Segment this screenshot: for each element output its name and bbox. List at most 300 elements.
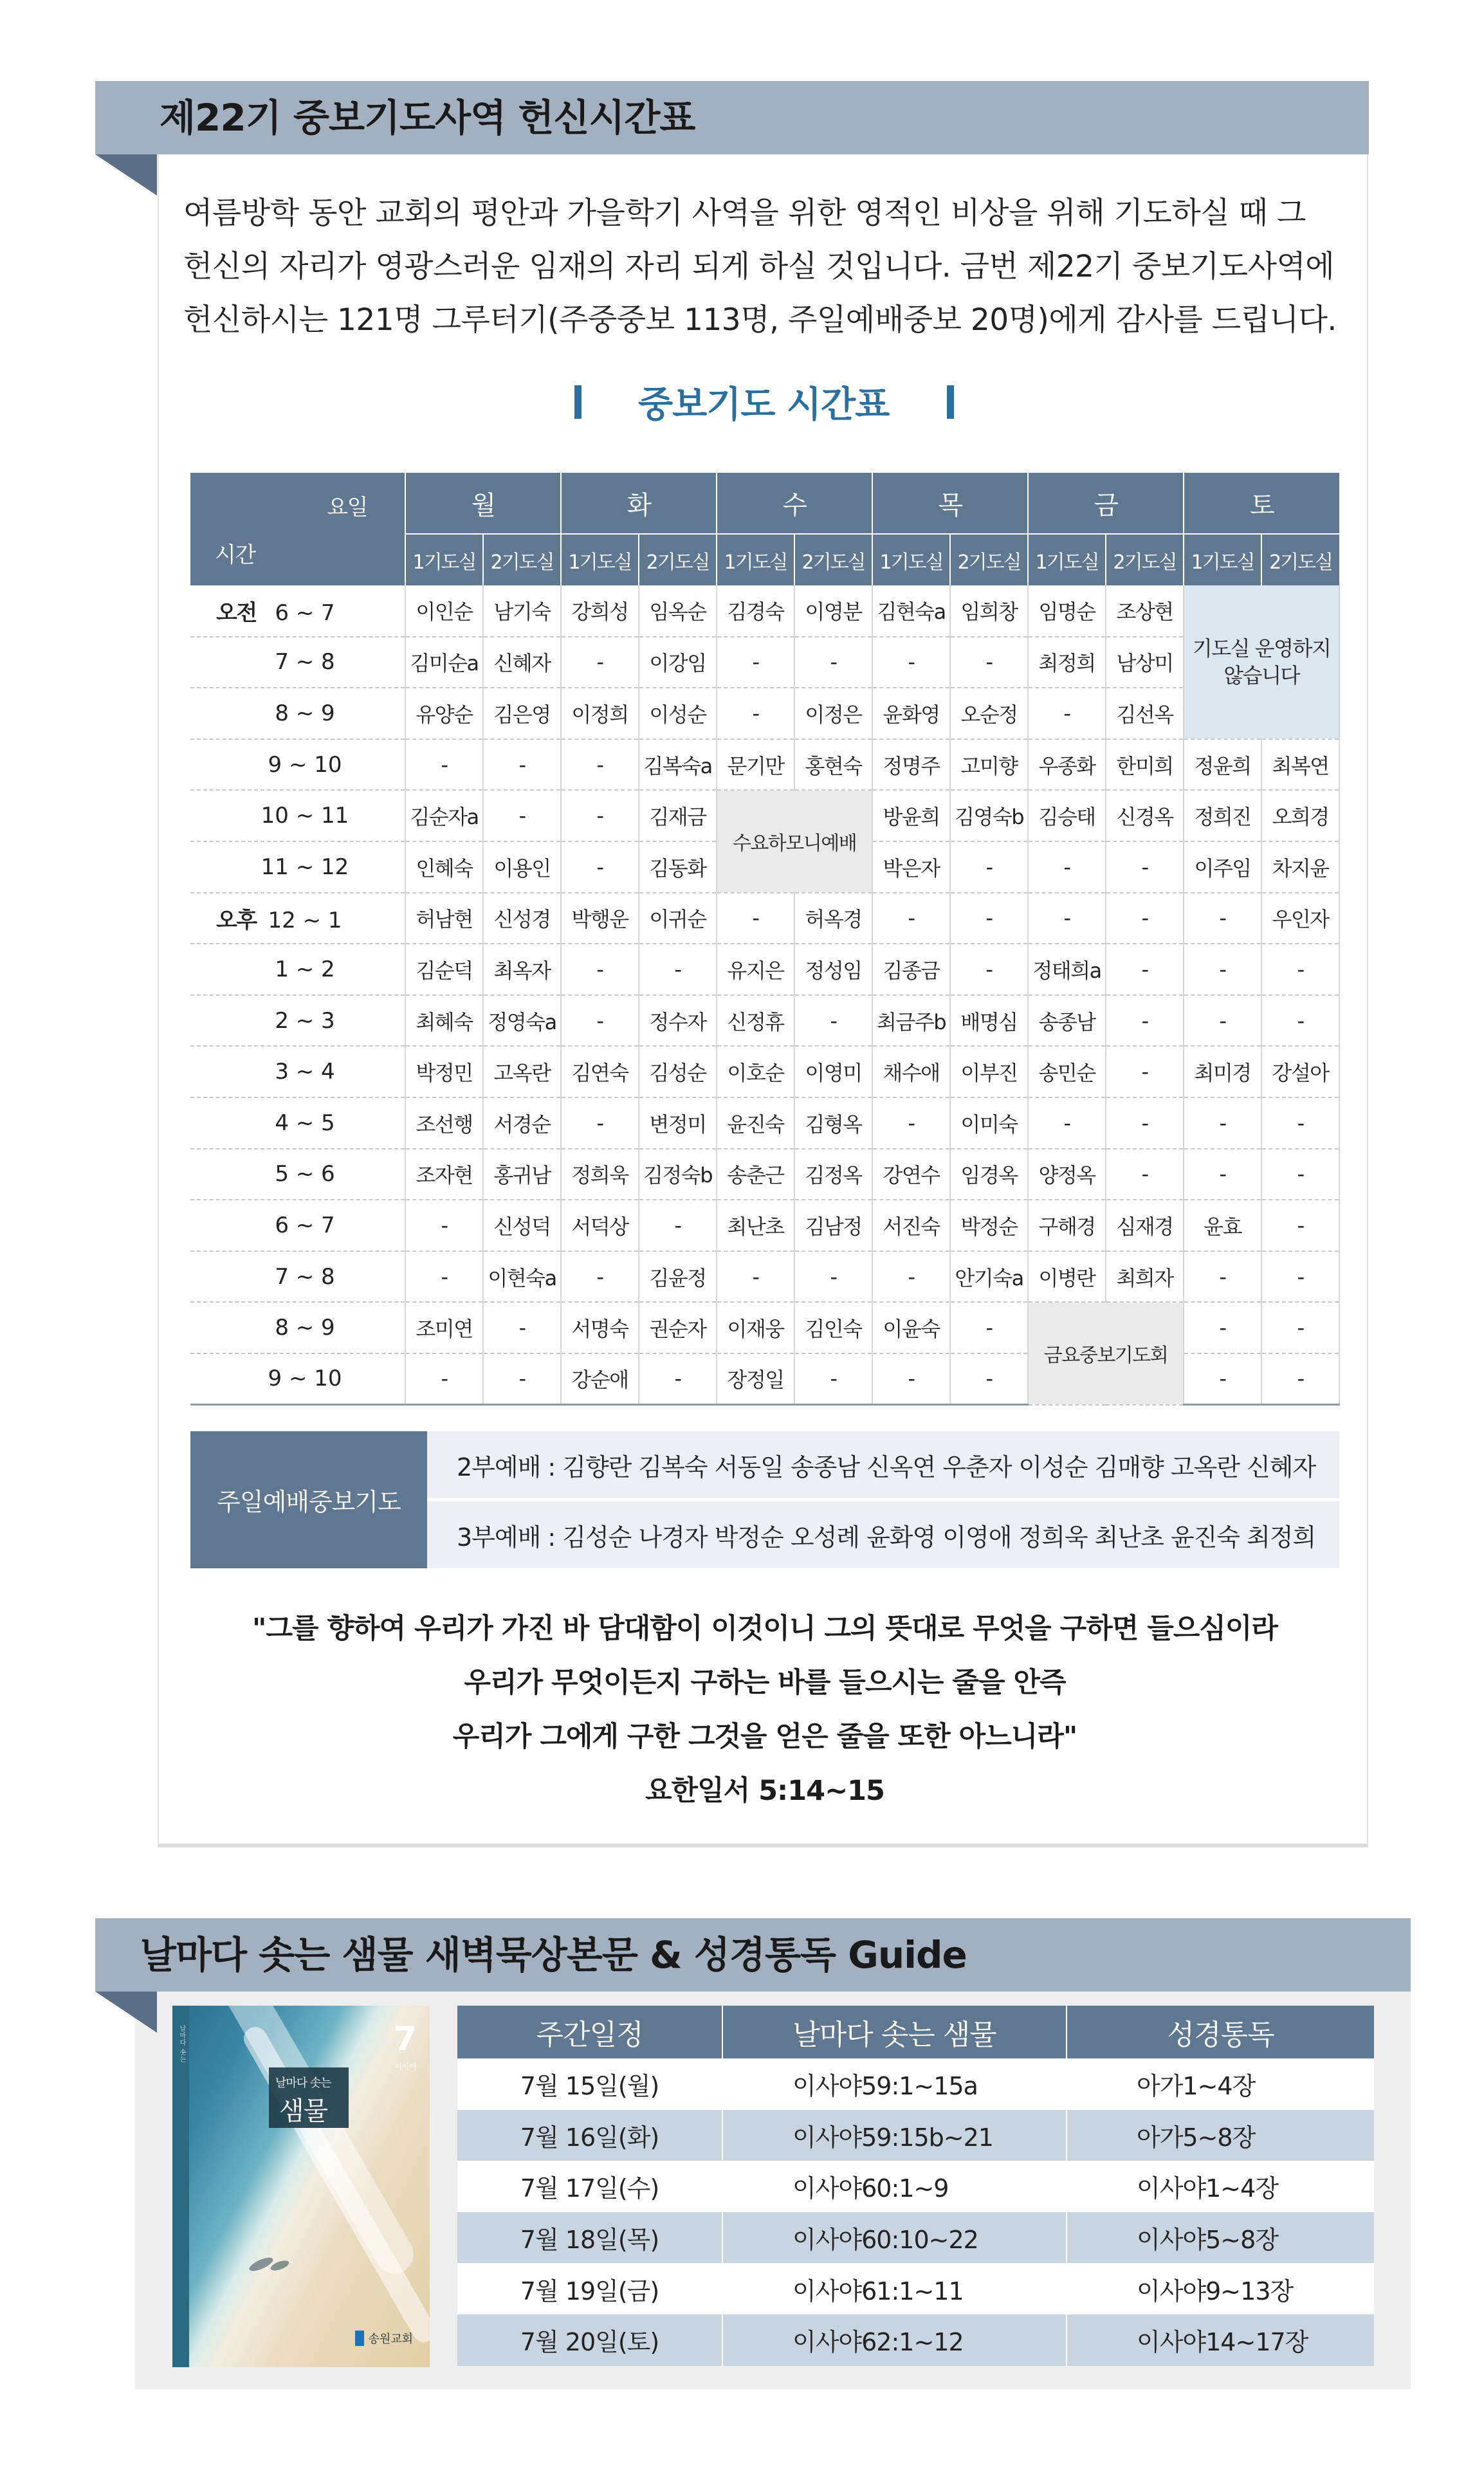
schedule-cell: 이성순 — [639, 688, 717, 739]
schedule-cell: 서명숙 — [561, 1302, 639, 1353]
time-cell — [190, 893, 405, 944]
reading-guide-table — [457, 2006, 1374, 2366]
schedule-cell: - — [561, 790, 639, 841]
schedule-cell: - — [483, 1353, 561, 1405]
time-cell — [190, 1251, 405, 1303]
schedule-cell: 신혜자 — [483, 637, 561, 688]
schedule-row — [190, 637, 1339, 688]
schedule-cell: 최미경 — [1184, 1046, 1261, 1097]
schedule-cell: - — [794, 1353, 872, 1405]
schedule-cell: - — [872, 893, 950, 944]
schedule-cell: 인혜숙 — [405, 841, 483, 893]
schedule-cell: - — [1106, 893, 1184, 944]
schedule-cell: 김승태 — [1028, 790, 1106, 841]
room-header: 2기도실 — [1106, 534, 1184, 585]
schedule-cell: 이영분 — [794, 585, 872, 637]
schedule-row — [190, 1149, 1339, 1200]
saturday-closed-note: 기도실 운영하지 않습니다 — [1184, 585, 1339, 739]
schedule-cell: - — [950, 1353, 1028, 1405]
schedule-cell: 윤효 — [1184, 1200, 1261, 1251]
schedule-cell: - — [561, 841, 639, 893]
guide-header: 날마다 솟는 샘물 — [722, 2006, 1067, 2058]
schedule-cell: 김영숙b — [950, 790, 1028, 841]
schedule-cell: 이주임 — [1184, 841, 1261, 893]
room-header: 2기도실 — [794, 534, 872, 585]
guide-date: 7월 18일(목) — [457, 2212, 722, 2264]
schedule-cell: - — [1261, 1302, 1339, 1353]
schedule-cell: 이정희 — [561, 688, 639, 739]
time-cell — [190, 1353, 405, 1405]
schedule-cell: 정희욱 — [561, 1149, 639, 1200]
schedule-cell: 방윤희 — [872, 790, 950, 841]
schedule-cell: 김정옥 — [794, 1149, 872, 1200]
schedule-cell: 이영미 — [794, 1046, 872, 1097]
day-header: 목 — [872, 473, 1028, 534]
day-axis-label: 요일 — [327, 495, 367, 520]
guide-reading: 아가5~8장 — [1067, 2110, 1374, 2161]
schedule-cell: - — [405, 1251, 483, 1303]
schedule-cell: 이윤숙 — [872, 1302, 950, 1353]
time-range: 6 ~ 7 — [275, 1212, 335, 1238]
guide-reading: 이사야9~13장 — [1067, 2263, 1374, 2314]
wednesday-service-cell: 수요하모니예배 — [717, 790, 872, 892]
schedule-cell: 임경옥 — [950, 1149, 1028, 1200]
intro-text — [183, 187, 1354, 347]
schedule-cell: 강순애 — [561, 1353, 639, 1405]
schedule-cell: 김순자a — [405, 790, 483, 841]
schedule-cell: - — [639, 1200, 717, 1251]
schedule-cell: 안기숙a — [950, 1251, 1028, 1303]
guide-devotional: 이사야59:1~15a — [722, 2058, 1067, 2110]
schedule-cell: 우인자 — [1261, 893, 1339, 944]
guide-row — [457, 2161, 1374, 2212]
time-range: 1 ~ 2 — [275, 956, 335, 982]
schedule-cell: 김재금 — [639, 790, 717, 841]
schedule-cell: 조자현 — [405, 1149, 483, 1200]
time-cell — [190, 688, 405, 739]
sunday-service-3: 3부예배 : 김성순 나경자 박정순 오성례 윤화영 이영애 정희욱 최난초 윤진숙 최정희 — [427, 1501, 1339, 1568]
pm-label: 오후 — [216, 907, 257, 933]
schedule-cell: 최난초 — [717, 1200, 794, 1251]
schedule-cell: 조선행 — [405, 1097, 483, 1149]
schedule-cell: 정수자 — [639, 995, 717, 1047]
schedule-cell: 김은영 — [483, 688, 561, 739]
time-range: 9 ~ 10 — [268, 751, 342, 778]
church-logo-text: 송원교회 — [368, 2332, 413, 2346]
schedule-cell: - — [405, 1200, 483, 1251]
schedule-cell: 남상미 — [1106, 637, 1184, 688]
room-header: 1기도실 — [1184, 534, 1261, 585]
schedule-cell: - — [1106, 1149, 1184, 1200]
church-logo-icon — [355, 2331, 364, 2346]
cover-month: 7 — [393, 2020, 417, 2058]
day-header: 금 — [1028, 473, 1184, 534]
schedule-cell: 구해경 — [1028, 1200, 1106, 1251]
banner-fold — [95, 154, 157, 196]
guide-row — [457, 2263, 1374, 2314]
schedule-cell: 임명순 — [1028, 585, 1106, 637]
schedule-cell: - — [561, 1251, 639, 1303]
section1-title: 제22기 중보기도사역 헌신시간표 — [160, 96, 695, 140]
schedule-row — [190, 1302, 1339, 1353]
schedule-cell: 정태희a — [1028, 944, 1106, 995]
friday-meeting-cell: 금요중보기도회 — [1028, 1302, 1184, 1404]
time-cell — [190, 739, 405, 791]
schedule-cell: - — [1184, 944, 1261, 995]
schedule-cell: 박행운 — [561, 893, 639, 944]
schedule-cell: - — [872, 637, 950, 688]
time-cell — [190, 790, 405, 841]
schedule-row — [190, 1046, 1339, 1097]
schedule-cell: - — [483, 739, 561, 791]
schedule-cell: 채수애 — [872, 1046, 950, 1097]
schedule-cell: - — [950, 637, 1028, 688]
sunday-prayer-rows — [427, 1431, 1339, 1568]
schedule-cell: - — [561, 739, 639, 791]
schedule-cell: 이현숙a — [483, 1251, 561, 1303]
schedule-cell: 윤화영 — [872, 688, 950, 739]
schedule-cell: 이재웅 — [717, 1302, 794, 1353]
schedule-cell: 신정휴 — [717, 995, 794, 1047]
schedule-cell: 신성경 — [483, 893, 561, 944]
schedule-cell: 김순덕 — [405, 944, 483, 995]
schedule-cell: - — [405, 1353, 483, 1405]
schedule-cell: - — [1106, 1046, 1184, 1097]
sunday-service-2: 2부예배 : 김향란 김복숙 서동일 송종남 신옥연 우춘자 이성순 김매향 고옥란 신혜자 — [427, 1431, 1339, 1501]
schedule-cell: 최혜숙 — [405, 995, 483, 1047]
schedule-cell: 변정미 — [639, 1097, 717, 1149]
schedule-cell: - — [1106, 995, 1184, 1047]
devotional-cover-image — [172, 2006, 430, 2367]
room-header: 1기도실 — [717, 534, 794, 585]
schedule-cell: 허남현 — [405, 893, 483, 944]
schedule-cell: - — [405, 739, 483, 791]
schedule-cell: - — [717, 637, 794, 688]
schedule-cell: 최옥자 — [483, 944, 561, 995]
schedule-cell: - — [717, 688, 794, 739]
schedule-cell: - — [1261, 1097, 1339, 1149]
guide-date: 7월 17일(수) — [457, 2161, 722, 2212]
schedule-cell: 한미희 — [1106, 739, 1184, 791]
schedule-cell: - — [1261, 1200, 1339, 1251]
schedule-cell: - — [717, 893, 794, 944]
schedule-cell: 송종남 — [1028, 995, 1106, 1047]
schedule-cell: - — [561, 944, 639, 995]
schedule-cell: 박은자 — [872, 841, 950, 893]
schedule-cell: 이미숙 — [950, 1097, 1028, 1149]
verse-line: "그를 향하여 우리가 가진 바 담대함이 이것이니 그의 뜻대로 무엇을 구하면 들으심이라 — [252, 1613, 1278, 1645]
schedule-cell: - — [950, 944, 1028, 995]
schedule-title: 중보기도 시간표 — [638, 384, 890, 426]
day-header: 화 — [561, 473, 717, 534]
schedule-row — [190, 944, 1339, 995]
schedule-cell: 김현숙a — [872, 585, 950, 637]
banner-fold — [95, 1992, 157, 2033]
table-corner-header — [190, 473, 405, 585]
schedule-cell: 김종금 — [872, 944, 950, 995]
room-header: 2기도실 — [483, 534, 561, 585]
time-range: 12 ~ 1 — [268, 907, 342, 933]
schedule-cell: 최정희 — [1028, 637, 1106, 688]
schedule-cell: 권순자 — [639, 1302, 717, 1353]
schedule-row — [190, 1097, 1339, 1149]
schedule-cell: - — [1106, 944, 1184, 995]
time-cell — [190, 1149, 405, 1200]
time-range: 2 ~ 3 — [275, 1007, 335, 1034]
scripture-quote — [190, 1602, 1339, 1818]
schedule-cell: - — [1184, 1353, 1261, 1405]
schedule-cell: 강설아 — [1261, 1046, 1339, 1097]
day-header: 토 — [1184, 473, 1339, 534]
room-header: 1기도실 — [1028, 534, 1106, 585]
time-cell — [190, 637, 405, 688]
section2-banner — [95, 1918, 1411, 1992]
schedule-cell: - — [561, 995, 639, 1047]
schedule-cell: 조미연 — [405, 1302, 483, 1353]
schedule-cell: 고미향 — [950, 739, 1028, 791]
cover-spine-text: 날마다 솟는 — [178, 2025, 185, 2064]
sunday-prayer-label: 주일예배중보기도 — [190, 1431, 427, 1568]
schedule-cell: 서덕상 — [561, 1200, 639, 1251]
time-range: 8 ~ 9 — [275, 1315, 335, 1341]
schedule-cell: - — [1028, 893, 1106, 944]
schedule-row — [190, 893, 1339, 944]
schedule-cell: - — [561, 637, 639, 688]
guide-reading: 이사야14~17장 — [1067, 2314, 1374, 2366]
schedule-row — [190, 688, 1339, 739]
guide-date: 7월 16일(화) — [457, 2110, 722, 2161]
schedule-cell: 이병란 — [1028, 1251, 1106, 1303]
schedule-cell: - — [639, 944, 717, 995]
cover-title-small: 날마다 솟는 — [275, 2076, 331, 2090]
room-header: 1기도실 — [405, 534, 483, 585]
schedule-cell: - — [1184, 893, 1261, 944]
verse-line: 우리가 무엇이든지 구하는 바를 들으시는 줄을 안즉 — [464, 1667, 1066, 1699]
guide-date: 7월 19일(금) — [457, 2263, 722, 2314]
schedule-cell: 남기숙 — [483, 585, 561, 637]
schedule-cell: 윤진숙 — [717, 1097, 794, 1149]
schedule-cell: - — [1184, 1149, 1261, 1200]
room-header: 1기도실 — [872, 534, 950, 585]
schedule-cell: 정윤희 — [1184, 739, 1261, 791]
schedule-cell: 장정일 — [717, 1353, 794, 1405]
schedule-cell: 김선옥 — [1106, 688, 1184, 739]
schedule-cell: 이부진 — [950, 1046, 1028, 1097]
schedule-cell: - — [872, 1251, 950, 1303]
time-range: 9 ~ 10 — [268, 1366, 342, 1392]
schedule-cell: 임희창 — [950, 585, 1028, 637]
schedule-cell: - — [717, 1251, 794, 1303]
schedule-cell: 김정숙b — [639, 1149, 717, 1200]
schedule-cell: 조상현 — [1106, 585, 1184, 637]
schedule-cell: 심재경 — [1106, 1200, 1184, 1251]
schedule-cell: 박정순 — [950, 1200, 1028, 1251]
am-label: 오전 — [216, 600, 257, 626]
schedule-cell: - — [1184, 1302, 1261, 1353]
time-cell — [190, 1302, 405, 1353]
time-cell — [190, 841, 405, 893]
schedule-cell: - — [872, 1097, 950, 1149]
schedule-cell: - — [1261, 944, 1339, 995]
room-header: 1기도실 — [561, 534, 639, 585]
schedule-cell: 송민순 — [1028, 1046, 1106, 1097]
time-axis-label: 시간 — [215, 542, 255, 568]
time-range: 10 ~ 11 — [261, 803, 349, 829]
schedule-cell: - — [1261, 1251, 1339, 1303]
schedule-cell: 고옥란 — [483, 1046, 561, 1097]
schedule-cell: 유지은 — [717, 944, 794, 995]
schedule-cell: - — [872, 1353, 950, 1405]
intro-line: 여름방학 동안 교회의 평안과 가을학기 사역을 위한 영적인 비상을 위해 기도하실 때 그 — [183, 196, 1306, 231]
schedule-cell: - — [950, 893, 1028, 944]
schedule-cell: 강희성 — [561, 585, 639, 637]
schedule-cell: 김성순 — [639, 1046, 717, 1097]
schedule-cell: 송춘근 — [717, 1149, 794, 1200]
church-logo — [355, 2329, 413, 2348]
sunday-prayer-panel — [190, 1431, 1339, 1568]
schedule-cell: 우종화 — [1028, 739, 1106, 791]
time-range: 8 ~ 9 — [275, 700, 335, 726]
guide-date: 7월 20일(토) — [457, 2314, 722, 2366]
schedule-cell: 이귀순 — [639, 893, 717, 944]
schedule-cell: 정성임 — [794, 944, 872, 995]
section2-title: 날마다 솟는 샘물 새벽묵상본문 & 성경통독 Guide — [140, 1933, 967, 1977]
schedule-cell: - — [1261, 1353, 1339, 1405]
heading-bar-left — [574, 385, 582, 419]
schedule-cell: - — [1261, 1149, 1339, 1200]
schedule-cell: - — [483, 1302, 561, 1353]
schedule-cell: 신성덕 — [483, 1200, 561, 1251]
prayer-schedule-table — [190, 473, 1340, 1406]
schedule-cell: - — [1028, 1097, 1106, 1149]
schedule-cell: - — [1106, 1097, 1184, 1149]
schedule-cell: - — [639, 1353, 717, 1405]
time-cell — [190, 1200, 405, 1251]
day-header: 수 — [717, 473, 872, 534]
heading-bar-right — [947, 385, 954, 419]
day-header: 월 — [405, 473, 561, 534]
schedule-cell: - — [1261, 995, 1339, 1047]
cover-book: 이사야 — [394, 2062, 417, 2071]
guide-row — [457, 2110, 1374, 2161]
guide-devotional: 이사야61:1~11 — [722, 2263, 1067, 2314]
guide-row — [457, 2212, 1374, 2264]
room-header: 2기도실 — [639, 534, 717, 585]
schedule-cell: 정영숙a — [483, 995, 561, 1047]
schedule-cell: 임옥순 — [639, 585, 717, 637]
verse-line: 우리가 그에게 구한 그것을 얻은 줄을 또한 아느니라" — [452, 1721, 1077, 1753]
schedule-cell: 신경옥 — [1106, 790, 1184, 841]
schedule-cell: - — [1106, 841, 1184, 893]
schedule-cell: - — [1184, 995, 1261, 1047]
time-cell — [190, 1046, 405, 1097]
schedule-cell: 양정옥 — [1028, 1149, 1106, 1200]
schedule-cell: 최복연 — [1261, 739, 1339, 791]
schedule-cell: 유양순 — [405, 688, 483, 739]
guide-header: 주간일정 — [457, 2006, 722, 2058]
schedule-cell: - — [1184, 1251, 1261, 1303]
schedule-cell: 홍현숙 — [794, 739, 872, 791]
schedule-cell: 서경순 — [483, 1097, 561, 1149]
time-range: 3 ~ 4 — [275, 1059, 335, 1085]
schedule-cell: 김형옥 — [794, 1097, 872, 1149]
schedule-cell: 이강임 — [639, 637, 717, 688]
schedule-cell: 박정민 — [405, 1046, 483, 1097]
schedule-cell: 김복숙a — [639, 739, 717, 791]
schedule-cell: 김경숙 — [717, 585, 794, 637]
time-cell — [190, 944, 405, 995]
schedule-cell: - — [950, 1302, 1028, 1353]
schedule-cell: 이용인 — [483, 841, 561, 893]
schedule-heading — [574, 373, 954, 431]
schedule-cell: 허옥경 — [794, 893, 872, 944]
time-range: 11 ~ 12 — [261, 854, 349, 880]
schedule-cell: 최희자 — [1106, 1251, 1184, 1303]
schedule-cell: 이정은 — [794, 688, 872, 739]
schedule-cell: 차지윤 — [1261, 841, 1339, 893]
schedule-cell: - — [1028, 841, 1106, 893]
guide-header: 성경통독 — [1067, 2006, 1374, 2058]
verse-reference: 요한일서 5:14~15 — [645, 1775, 884, 1807]
schedule-cell: - — [1184, 1097, 1261, 1149]
schedule-row — [190, 585, 1339, 637]
guide-reading: 이사야5~8장 — [1067, 2212, 1374, 2264]
schedule-cell: - — [950, 841, 1028, 893]
time-cell — [190, 1097, 405, 1149]
time-range: 7 ~ 8 — [275, 1263, 335, 1290]
schedule-cell: - — [1028, 688, 1106, 739]
intro-line: 헌신의 자리가 영광스러운 임재의 자리 되게 하실 것입니다. 금번 제22기 중보기도사역에 — [183, 249, 1335, 284]
schedule-row — [190, 739, 1339, 791]
schedule-row — [190, 1251, 1339, 1303]
schedule-cell: - — [794, 637, 872, 688]
dolphin-shape — [248, 2255, 275, 2273]
time-range: 4 ~ 5 — [275, 1110, 335, 1136]
guide-devotional: 이사야59:15b~21 — [722, 2110, 1067, 2161]
schedule-row — [190, 1200, 1339, 1251]
time-range: 5 ~ 6 — [275, 1161, 335, 1187]
schedule-cell: 이인순 — [405, 585, 483, 637]
schedule-cell: - — [794, 995, 872, 1047]
schedule-cell: 김윤정 — [639, 1251, 717, 1303]
guide-reading: 아가1~4장 — [1067, 2058, 1374, 2110]
time-cell — [190, 585, 405, 637]
schedule-cell: 정명주 — [872, 739, 950, 791]
guide-row — [457, 2058, 1374, 2110]
schedule-cell: 배명심 — [950, 995, 1028, 1047]
time-range: 6 ~ 7 — [275, 600, 335, 626]
schedule-cell: 김동화 — [639, 841, 717, 893]
guide-devotional: 이사야62:1~12 — [722, 2314, 1067, 2366]
schedule-cell: 이호순 — [717, 1046, 794, 1097]
schedule-cell: 서진숙 — [872, 1200, 950, 1251]
schedule-cell: 김인숙 — [794, 1302, 872, 1353]
schedule-cell: 김미순a — [405, 637, 483, 688]
guide-row — [457, 2314, 1374, 2366]
schedule-row — [190, 995, 1339, 1047]
schedule-cell: 문기만 — [717, 739, 794, 791]
section1-banner — [95, 81, 1369, 154]
schedule-cell: - — [483, 790, 561, 841]
guide-date: 7월 15일(월) — [457, 2058, 722, 2110]
schedule-cell: - — [561, 1097, 639, 1149]
schedule-cell: 김연숙 — [561, 1046, 639, 1097]
time-cell — [190, 995, 405, 1047]
schedule-cell: 김남정 — [794, 1200, 872, 1251]
schedule-cell: - — [794, 1251, 872, 1303]
schedule-cell: 정희진 — [1184, 790, 1261, 841]
room-header: 2기도실 — [950, 534, 1028, 585]
